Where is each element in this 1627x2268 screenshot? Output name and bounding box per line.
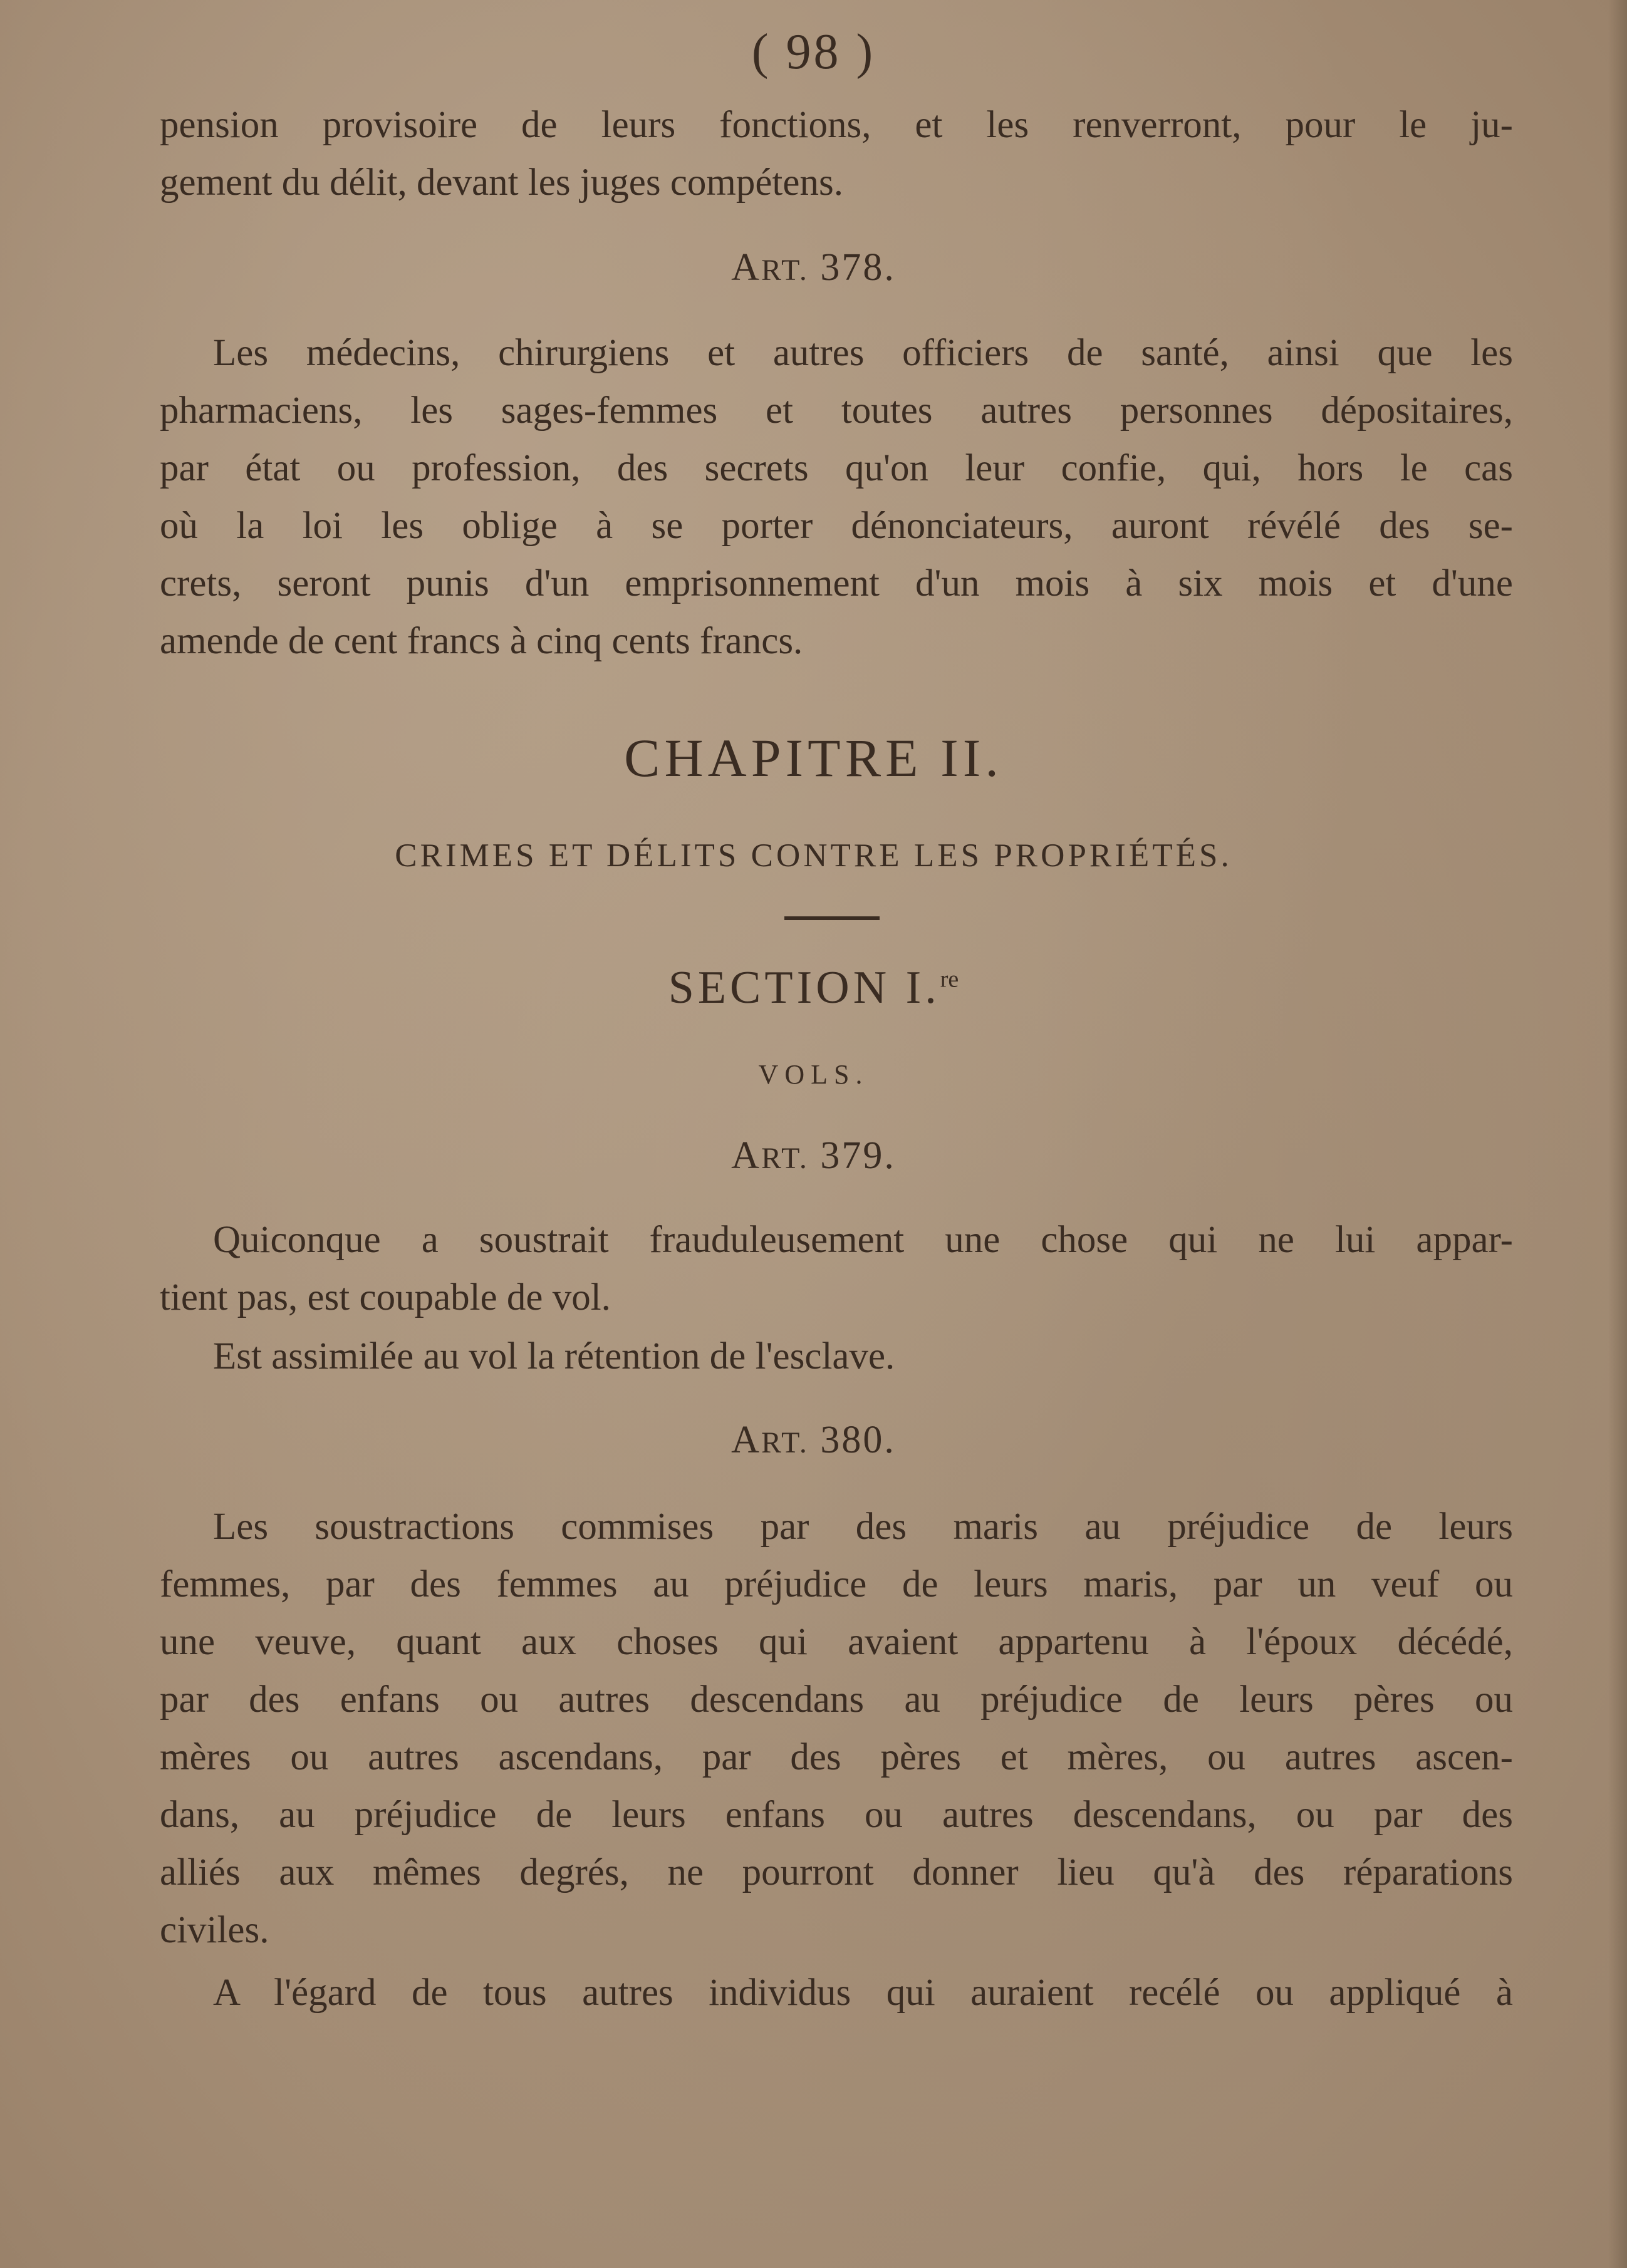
text-line: où la loi les oblige à se porter dénonciateurs, auront révélé des se- (160, 505, 1513, 547)
text-line: gement du délit, devant les juges compétens. (160, 162, 843, 204)
text-line: amende de cent francs à cinq cents francs. (160, 620, 803, 662)
text-line: crets, seront punis d'un emprisonnement d'un mois à six mois et d'une (160, 562, 1513, 604)
article-heading-380 (0, 1418, 1627, 1463)
section-title (0, 961, 1627, 1015)
section-subtitle: VOLS. (758, 1059, 869, 1090)
article-number: 380. (820, 1419, 896, 1461)
text-line: femmes, par des femmes au préjudice de leurs maris, par un veuf ou (160, 1563, 1513, 1605)
text-line: Les soustractions commises par des maris au préjudice de leurs (213, 1506, 1513, 1548)
article-number: 379. (820, 1134, 896, 1177)
text-line: Est assimilée au vol la rétention de l'esclave. (213, 1335, 895, 1377)
article-smallcaps: RT. (761, 1426, 809, 1459)
text-line: tient pas, est coupable de vol. (160, 1276, 611, 1318)
text-line: pharmaciens, les sages-femmes et toutes autres personnes dépositaires, (160, 390, 1513, 432)
article-heading-378 (0, 246, 1627, 290)
article-prefix: A (731, 1134, 761, 1177)
article-number: 378. (820, 246, 896, 289)
text-line: dans, au préjudice de leurs enfans ou autres descendans, ou par des (160, 1794, 1513, 1836)
text-line: Quiconque a soustrait frauduleusement une chose qui ne lui appar- (213, 1219, 1513, 1261)
article-smallcaps: RT. (761, 1142, 809, 1175)
text-line: A l'égard de tous autres individus qui auraient recélé ou appliqué à (213, 1972, 1513, 2014)
text-line: mères ou autres ascendans, par des pères et mères, ou autres ascen- (160, 1736, 1513, 1778)
section-title-text: SECTION I. (668, 962, 940, 1013)
text-line: par état ou profession, des secrets qu'on leur confie, qui, hors le cas (160, 447, 1513, 489)
article-prefix: A (731, 246, 761, 289)
text-line: Les médecins, chirurgiens et autres officiers de santé, ainsi que les (213, 332, 1513, 374)
article-prefix: A (731, 1419, 761, 1461)
chapter-title: CHAPITRE II. (624, 728, 1003, 788)
text-line: une veuve, quant aux choses qui avaient appartenu à l'époux décédé, (160, 1621, 1513, 1663)
text-line: pension provisoire de leurs fonctions, et les renverront, pour le ju- (160, 104, 1513, 146)
section-divider (784, 916, 880, 920)
article-heading-379 (0, 1134, 1627, 1178)
section-superscript: re (940, 966, 959, 993)
text-line: civiles. (160, 1909, 269, 1951)
article-smallcaps: RT. (761, 254, 809, 287)
text-line: par des enfans ou autres descendans au préjudice de leurs pères ou (160, 1679, 1513, 1721)
chapter-subtitle: CRIMES ET DÉLITS CONTRE LES PROPRIÉTÉS. (395, 837, 1232, 874)
text-line: alliés aux mêmes degrés, ne pourront donner lieu qu'à des réparations (160, 1851, 1513, 1893)
page-number: ( 98 ) (751, 24, 876, 80)
